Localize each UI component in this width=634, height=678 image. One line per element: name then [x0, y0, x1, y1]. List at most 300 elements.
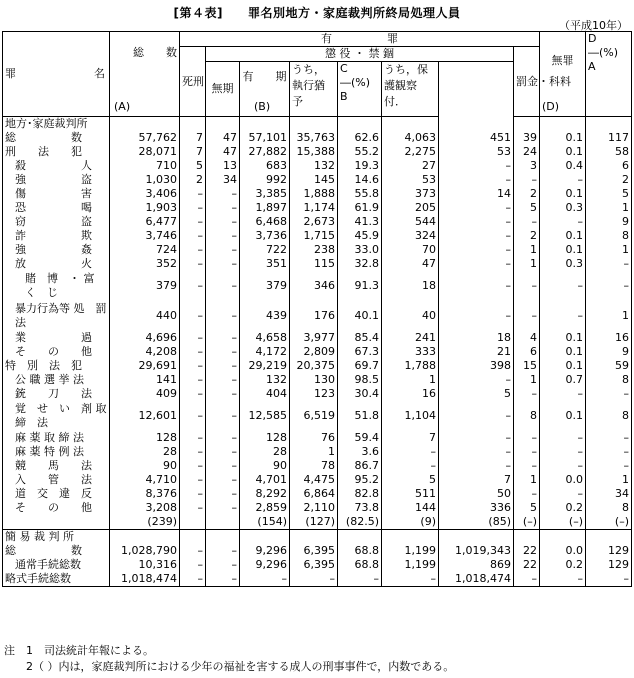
row-value: (127) — [290, 515, 338, 530]
row-value — [439, 117, 514, 132]
row-value: 1 — [514, 473, 540, 487]
row-value: 1 — [514, 243, 540, 257]
row-value — [110, 117, 180, 132]
row-value: 22 — [514, 558, 540, 572]
row-value: 5 — [439, 387, 514, 401]
row-label: 簡 易 裁 判 所 — [3, 530, 110, 545]
row-value: – — [439, 431, 514, 445]
row-value: 4,701 — [240, 473, 290, 487]
row-value: 0.7 — [540, 373, 586, 387]
row-value: 0.3 — [540, 257, 586, 271]
row-value: 4,710 — [110, 473, 180, 487]
row-value: – — [206, 345, 240, 359]
row-value — [110, 530, 180, 545]
row-value: – — [586, 459, 632, 473]
row-value: – — [338, 572, 382, 587]
row-value: – — [206, 201, 240, 215]
row-value: – — [382, 445, 439, 459]
table-row — [3, 345, 632, 359]
row-value: – — [180, 431, 206, 445]
row-value: – — [206, 544, 240, 558]
row-value: 57,101 — [240, 131, 290, 145]
row-value: 238 — [290, 243, 338, 257]
row-value: 6,395 — [290, 544, 338, 558]
row-value: 1,030 — [110, 173, 180, 187]
row-value: 128 — [110, 431, 180, 445]
row-label: 賭 博 ・ 富 く じ — [3, 271, 110, 301]
header-da: D ―(%) A — [586, 32, 632, 117]
row-value: – — [439, 159, 514, 173]
row-value: 73.8 — [338, 501, 382, 515]
row-value: – — [586, 445, 632, 459]
header-life: 無期 — [206, 62, 240, 117]
row-value: – — [540, 459, 586, 473]
row-value: – — [206, 359, 240, 373]
row-value: 6 — [514, 345, 540, 359]
row-value: 2 — [586, 173, 632, 187]
row-value: 2,673 — [290, 215, 338, 229]
row-value: 91.3 — [338, 271, 382, 301]
table-row — [3, 572, 632, 587]
header-choueki: 懲 役 ・ 禁 錮 — [206, 47, 514, 62]
row-value: 373 — [382, 187, 439, 201]
row-value: – — [206, 558, 240, 572]
row-value: 379 — [110, 271, 180, 301]
row-value — [206, 515, 240, 530]
header-uchi-prob: うち，保護観察付． — [382, 62, 439, 117]
row-value: 18 — [382, 271, 439, 301]
year-label: （平成10年） — [559, 19, 628, 32]
row-value: – — [382, 459, 439, 473]
row-value: – — [206, 215, 240, 229]
row-label: 強 姦 — [3, 243, 110, 257]
row-value: 511 — [382, 487, 439, 501]
row-value: 3,208 — [110, 501, 180, 515]
row-value: – — [439, 401, 514, 431]
row-value: 1 — [514, 373, 540, 387]
row-value: 61.9 — [338, 201, 382, 215]
row-value: 2,275 — [382, 145, 439, 159]
row-value: – — [540, 431, 586, 445]
header-uchi-exec: うち，執行猶予 — [290, 62, 338, 117]
row-value: – — [206, 459, 240, 473]
row-value: 1 — [586, 201, 632, 215]
table-row — [3, 530, 632, 545]
row-value: – — [206, 271, 240, 301]
row-value: 34 — [586, 487, 632, 501]
row-value: – — [180, 257, 206, 271]
table-row — [3, 501, 632, 515]
row-label: 麻 薬 特 例 法 — [3, 445, 110, 459]
table-row — [3, 387, 632, 401]
row-value: 0.1 — [540, 187, 586, 201]
row-value: 78 — [290, 459, 338, 473]
row-value: 6,477 — [110, 215, 180, 229]
row-value: – — [439, 215, 514, 229]
notes — [4, 643, 454, 675]
row-value: 1,715 — [290, 229, 338, 243]
row-value — [586, 117, 632, 132]
row-value — [382, 117, 439, 132]
table-row — [3, 131, 632, 145]
row-value: – — [382, 572, 439, 587]
row-value: 3,977 — [290, 331, 338, 345]
row-value: 404 — [240, 387, 290, 401]
row-value: 85.4 — [338, 331, 382, 345]
row-value: – — [180, 359, 206, 373]
row-value: 5 — [180, 159, 206, 173]
row-label: 覚 せ い 剤 取 締 法 — [3, 401, 110, 431]
row-value: 145 — [290, 173, 338, 187]
row-value: 34 — [206, 173, 240, 187]
row-value: 0.1 — [540, 145, 586, 159]
row-value: 3.6 — [338, 445, 382, 459]
header-total: 総 数 (A) — [110, 32, 180, 117]
table-row — [3, 331, 632, 345]
row-value: 7 — [382, 431, 439, 445]
row-value: – — [206, 572, 240, 587]
row-value: (9) — [382, 515, 439, 530]
row-value: 95.2 — [338, 473, 382, 487]
row-value: (–) — [540, 515, 586, 530]
row-value: 0.2 — [540, 501, 586, 515]
row-value: 1,903 — [110, 201, 180, 215]
row-value: 69.7 — [338, 359, 382, 373]
row-value: – — [180, 229, 206, 243]
row-value: 22 — [514, 544, 540, 558]
row-value: 6,395 — [290, 558, 338, 572]
row-value: – — [180, 215, 206, 229]
row-value: 90 — [110, 459, 180, 473]
row-value: 29,691 — [110, 359, 180, 373]
table-row — [3, 445, 632, 459]
row-label: 入 管 法 — [3, 473, 110, 487]
row-value: 2,859 — [240, 501, 290, 515]
row-value: 86.7 — [338, 459, 382, 473]
row-value: – — [180, 473, 206, 487]
row-value — [439, 530, 514, 545]
row-label: 強 盗 — [3, 173, 110, 187]
row-value: 27 — [382, 159, 439, 173]
row-value: 76 — [290, 431, 338, 445]
row-value: 4,063 — [382, 131, 439, 145]
row-value: 123 — [290, 387, 338, 401]
row-value: – — [439, 445, 514, 459]
row-value: 20,375 — [290, 359, 338, 373]
row-value: 0.3 — [540, 201, 586, 215]
row-label: 地方･家庭裁判所 — [3, 117, 110, 132]
table-row — [3, 373, 632, 387]
row-label: 競 馬 法 — [3, 459, 110, 473]
row-value: – — [540, 445, 586, 459]
row-value: 379 — [240, 271, 290, 301]
row-value: 67.3 — [338, 345, 382, 359]
row-value: 47 — [382, 257, 439, 271]
row-value: 1 — [290, 445, 338, 459]
row-value: – — [180, 544, 206, 558]
row-value: 21 — [439, 345, 514, 359]
row-value: 439 — [240, 301, 290, 331]
row-value: 35,763 — [290, 131, 338, 145]
row-label: 総 数 — [3, 131, 110, 145]
row-value: 59.4 — [338, 431, 382, 445]
row-value: 1,018,474 — [110, 572, 180, 587]
table-row — [3, 271, 632, 301]
row-value: – — [206, 257, 240, 271]
row-label: 通常手続総数 — [3, 558, 110, 572]
row-value: 10,316 — [110, 558, 180, 572]
row-value: 50 — [439, 487, 514, 501]
row-value — [514, 530, 540, 545]
row-value: 5 — [586, 187, 632, 201]
row-value: 451 — [439, 131, 514, 145]
row-value: 7 — [180, 131, 206, 145]
row-value: 1,199 — [382, 544, 439, 558]
row-value: – — [206, 387, 240, 401]
header-yuki: 有 期 (B) — [240, 62, 290, 117]
row-value: 58 — [586, 145, 632, 159]
row-value: – — [439, 271, 514, 301]
table-row — [3, 257, 632, 271]
row-value: 141 — [110, 373, 180, 387]
row-value: 19.3 — [338, 159, 382, 173]
header-innocent: 無罪 (D) — [540, 32, 586, 117]
row-value: – — [514, 459, 540, 473]
row-value: 710 — [110, 159, 180, 173]
row-value: 33.0 — [338, 243, 382, 257]
row-value: 5 — [382, 473, 439, 487]
row-value: 440 — [110, 301, 180, 331]
row-value: 8 — [586, 373, 632, 387]
row-label — [3, 515, 110, 530]
table-row — [3, 173, 632, 187]
row-value: – — [206, 243, 240, 257]
row-value: – — [514, 301, 540, 331]
row-value: 53 — [382, 173, 439, 187]
row-value: 27,882 — [240, 145, 290, 159]
row-value: 24 — [514, 145, 540, 159]
row-value: 2 — [180, 173, 206, 187]
row-value: – — [439, 301, 514, 331]
row-value: 8,376 — [110, 487, 180, 501]
row-value: 144 — [382, 501, 439, 515]
row-value: – — [180, 487, 206, 501]
row-value: 29,219 — [240, 359, 290, 373]
statistics-table — [2, 31, 632, 587]
row-value: 6,468 — [240, 215, 290, 229]
row-value: 16 — [586, 331, 632, 345]
row-value: – — [206, 229, 240, 243]
row-value: 398 — [439, 359, 514, 373]
row-value: 2 — [514, 229, 540, 243]
row-value: – — [180, 445, 206, 459]
table-row — [3, 215, 632, 229]
row-value: – — [514, 572, 540, 587]
row-value: 68.8 — [338, 544, 382, 558]
row-value: – — [180, 401, 206, 431]
row-value: 12,585 — [240, 401, 290, 431]
header-death: 死刑 — [180, 47, 206, 117]
row-value: – — [540, 215, 586, 229]
row-label: 道 交 違 反 — [3, 487, 110, 501]
row-value: 0.1 — [540, 131, 586, 145]
row-value: 1,174 — [290, 201, 338, 215]
row-value: 2,110 — [290, 501, 338, 515]
row-value: – — [180, 331, 206, 345]
row-value: 205 — [382, 201, 439, 215]
row-value: 7 — [439, 473, 514, 487]
row-value: – — [540, 487, 586, 501]
row-value: 9 — [586, 215, 632, 229]
row-value: – — [180, 387, 206, 401]
row-value: 4 — [514, 331, 540, 345]
row-value — [180, 515, 206, 530]
row-value: 0.1 — [540, 331, 586, 345]
row-value: 9,296 — [240, 558, 290, 572]
row-value: – — [586, 431, 632, 445]
row-value — [540, 530, 586, 545]
note-1: 注 1 司法統計年報による。 — [4, 644, 154, 657]
row-label: 放 火 — [3, 257, 110, 271]
row-value: – — [514, 173, 540, 187]
row-value: 544 — [382, 215, 439, 229]
row-value: 28,071 — [110, 145, 180, 159]
row-value: 869 — [439, 558, 514, 572]
row-value: 55.2 — [338, 145, 382, 159]
row-value — [180, 117, 206, 132]
row-value: – — [514, 445, 540, 459]
row-value: 128 — [240, 431, 290, 445]
row-value — [382, 530, 439, 545]
row-value: 8,292 — [240, 487, 290, 501]
row-value: 992 — [240, 173, 290, 187]
row-value: 683 — [240, 159, 290, 173]
row-value: 722 — [240, 243, 290, 257]
row-label: 特 別 法 犯 — [3, 359, 110, 373]
row-value: 132 — [290, 159, 338, 173]
row-value: 8 — [586, 229, 632, 243]
row-value: 4,696 — [110, 331, 180, 345]
row-value: – — [514, 387, 540, 401]
row-value: 1,028,790 — [110, 544, 180, 558]
row-value: – — [540, 271, 586, 301]
row-value: 0.2 — [540, 558, 586, 572]
row-value: – — [439, 173, 514, 187]
row-value: 57,762 — [110, 131, 180, 145]
row-value: 1 — [382, 373, 439, 387]
row-value: – — [206, 401, 240, 431]
row-value: 0.1 — [540, 359, 586, 373]
row-value: 40 — [382, 301, 439, 331]
row-value: – — [180, 271, 206, 301]
row-value: 1,199 — [382, 558, 439, 572]
row-value: 98.5 — [338, 373, 382, 387]
row-value: 16 — [382, 387, 439, 401]
row-value: 3,406 — [110, 187, 180, 201]
row-value: 333 — [382, 345, 439, 359]
row-value: 14 — [439, 187, 514, 201]
row-value: 18 — [439, 331, 514, 345]
row-value: – — [439, 373, 514, 387]
row-label: 殺 人 — [3, 159, 110, 173]
row-value: 352 — [110, 257, 180, 271]
row-value: 724 — [110, 243, 180, 257]
row-value: – — [206, 187, 240, 201]
row-value: – — [206, 473, 240, 487]
row-value: – — [206, 301, 240, 331]
table-row — [3, 544, 632, 558]
row-value: 5 — [514, 501, 540, 515]
row-value: 40.1 — [338, 301, 382, 331]
row-value: – — [240, 572, 290, 587]
row-value: 51.8 — [338, 401, 382, 431]
table-row — [3, 117, 632, 132]
row-value: 62.6 — [338, 131, 382, 145]
row-value: 15 — [514, 359, 540, 373]
row-value: 132 — [240, 373, 290, 387]
row-value: 0.0 — [540, 473, 586, 487]
row-value: – — [586, 387, 632, 401]
row-value: 70 — [382, 243, 439, 257]
row-value — [586, 530, 632, 545]
row-value: 32.8 — [338, 257, 382, 271]
row-value: 8 — [514, 401, 540, 431]
table-row — [3, 459, 632, 473]
row-label: 銃 刀 法 — [3, 387, 110, 401]
row-value: 4,658 — [240, 331, 290, 345]
row-value: (–) — [586, 515, 632, 530]
row-value: – — [586, 572, 632, 587]
row-value: 90 — [240, 459, 290, 473]
row-value: 9 — [586, 345, 632, 359]
row-label: 総 数 — [3, 544, 110, 558]
row-value — [540, 117, 586, 132]
row-value: – — [586, 257, 632, 271]
row-value: 14.6 — [338, 173, 382, 187]
row-value: 4,172 — [240, 345, 290, 359]
row-label: 公 職 選 挙 法 — [3, 373, 110, 387]
row-value: 1 — [586, 473, 632, 487]
row-value: 115 — [290, 257, 338, 271]
row-label: 業 過 — [3, 331, 110, 345]
table-row — [3, 301, 632, 331]
row-value: 13 — [206, 159, 240, 173]
row-value: (154) — [240, 515, 290, 530]
row-value: 4,208 — [110, 345, 180, 359]
row-value — [206, 117, 240, 132]
row-value: 8 — [586, 501, 632, 515]
row-value: – — [540, 387, 586, 401]
row-value: 324 — [382, 229, 439, 243]
row-value: – — [439, 201, 514, 215]
row-value: – — [180, 201, 206, 215]
row-value: – — [540, 173, 586, 187]
row-value: 1,018,474 — [439, 572, 514, 587]
row-value: 47 — [206, 145, 240, 159]
table-row — [3, 473, 632, 487]
row-value: – — [439, 229, 514, 243]
row-value: 82.8 — [338, 487, 382, 501]
row-label: 窃 盗 — [3, 215, 110, 229]
row-value: 6,519 — [290, 401, 338, 431]
table-row — [3, 359, 632, 373]
row-value: – — [439, 243, 514, 257]
row-value: 39 — [514, 131, 540, 145]
table-row — [3, 201, 632, 215]
row-value: 1 — [514, 257, 540, 271]
row-value: 5 — [514, 201, 540, 215]
row-value: – — [206, 445, 240, 459]
